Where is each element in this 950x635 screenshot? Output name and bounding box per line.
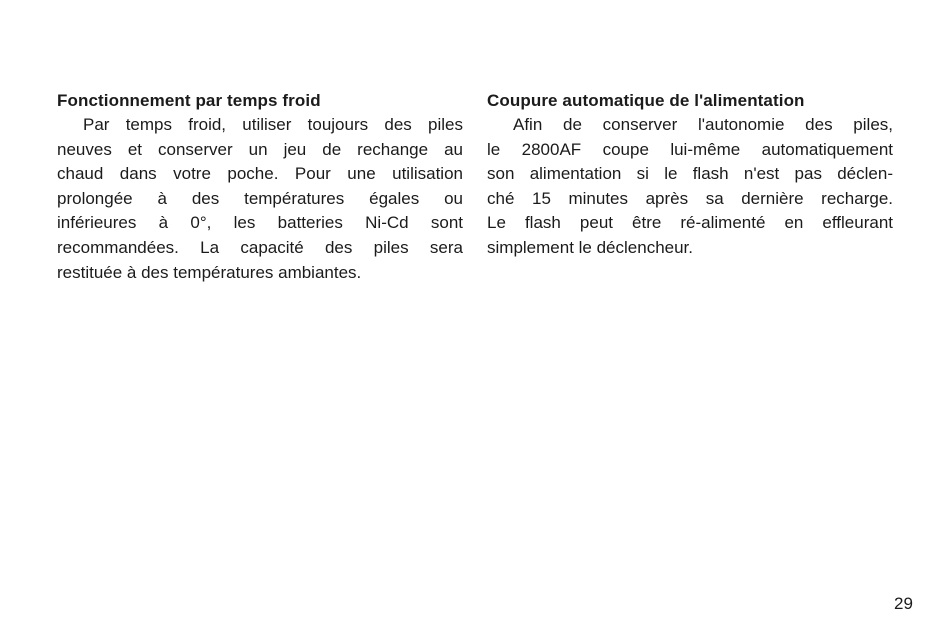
section-heading: Coupure automatique de l'alimentation <box>487 91 805 110</box>
text-line: simplement le déclencheur. <box>487 237 694 257</box>
text-line: Afin de conserver l'autonomie des piles, <box>513 115 893 134</box>
section-body <box>57 113 463 285</box>
text-line: Le flash peut être ré-alimenté en effleurant <box>487 213 893 233</box>
text-line: Par temps froid, utiliser toujours des piles <box>83 115 463 134</box>
section-heading: Fonctionnement par temps froid <box>57 91 321 110</box>
text-line: son alimentation si le flash n'est pas déclen- <box>487 164 893 184</box>
section-auto-power-off <box>487 89 893 261</box>
text-line: prolongée à des températures égales ou <box>57 188 463 208</box>
text-line: inférieures à 0°, les batteries Ni-Cd sont <box>57 213 463 233</box>
text-line: chaud dans votre poche. Pour une utilisation <box>57 164 463 184</box>
section-cold-weather <box>57 89 463 285</box>
text-line: le 2800AF coupe lui-même automatiquement <box>487 139 893 159</box>
text-line: ché 15 minutes après sa dernière recharge. <box>487 188 893 208</box>
section-body <box>487 113 893 261</box>
text-line: restituée à des températures ambiantes. <box>57 262 362 282</box>
text-line: recommandées. La capacité des piles sera <box>57 237 463 257</box>
page-number: 29 <box>894 594 913 613</box>
text-line: neuves et conserver un jeu de rechange au <box>57 139 463 159</box>
